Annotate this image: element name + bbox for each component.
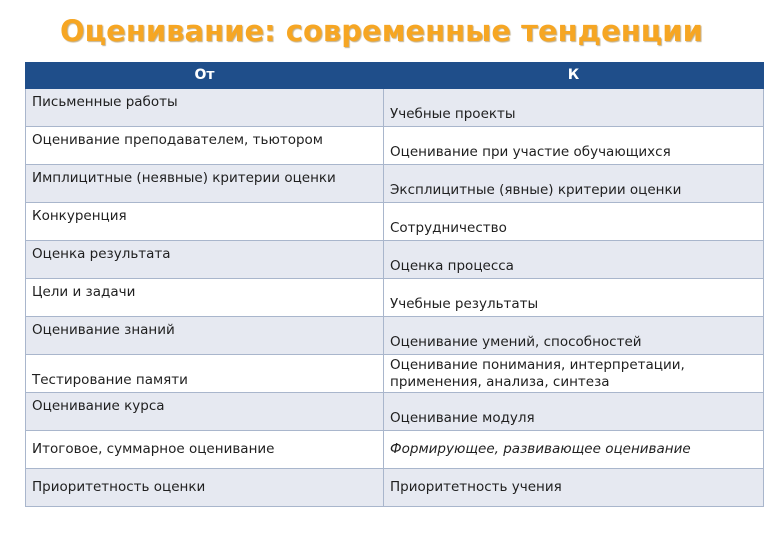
header-from: От <box>26 63 384 89</box>
table-header-row <box>26 63 764 89</box>
cell-to: Оценивание понимания, интерпретации, применения, анализа, синтеза <box>384 355 764 393</box>
cell-to: Эксплицитные (явные) критерии оценки <box>384 165 764 203</box>
table-row <box>26 279 764 317</box>
table-row <box>26 355 764 393</box>
table-row <box>26 165 764 203</box>
cell-to: Приоритетность учения <box>384 469 764 507</box>
table-row <box>26 317 764 355</box>
page-title: Оценивание: современные тенденции <box>60 14 703 48</box>
cell-to: Учебные проекты <box>384 89 764 127</box>
cell-from: Приоритетность оценки <box>26 469 384 507</box>
cell-to: Учебные результаты <box>384 279 764 317</box>
comparison-table <box>25 62 764 507</box>
cell-to: Оценивание при участие обучающихся <box>384 127 764 165</box>
cell-from: Итоговое, суммарное оценивание <box>26 431 384 469</box>
table-row <box>26 203 764 241</box>
cell-to: Формирующее, развивающее оценивание <box>384 431 764 469</box>
cell-from: Оценка результата <box>26 241 384 279</box>
cell-from: Оценивание курса <box>26 393 384 431</box>
cell-to: Оценивание модуля <box>384 393 764 431</box>
table-row <box>26 241 764 279</box>
table-row <box>26 89 764 127</box>
table-row <box>26 127 764 165</box>
cell-from: Цели и задачи <box>26 279 384 317</box>
cell-from: Письменные работы <box>26 89 384 127</box>
cell-from: Оценивание знаний <box>26 317 384 355</box>
cell-from: Конкуренция <box>26 203 384 241</box>
cell-to: Оценка процесса <box>384 241 764 279</box>
cell-from: Имплицитные (неявные) критерии оценки <box>26 165 384 203</box>
table-row <box>26 431 764 469</box>
header-to: К <box>384 63 764 89</box>
cell-from: Оценивание преподавателем, тьютором <box>26 127 384 165</box>
cell-from: Тестирование памяти <box>26 355 384 393</box>
cell-to: Сотрудничество <box>384 203 764 241</box>
table-row <box>26 393 764 431</box>
table-row <box>26 469 764 507</box>
cell-to: Оценивание умений, способностей <box>384 317 764 355</box>
